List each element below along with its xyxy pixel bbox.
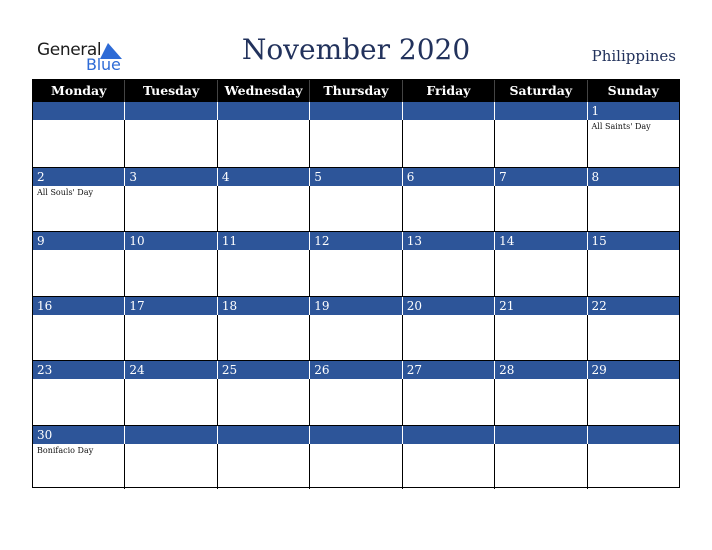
day-cell-event	[217, 250, 309, 296]
date-number-strip	[33, 426, 679, 444]
event-row	[33, 379, 679, 425]
day-number: 16	[37, 298, 53, 313]
day-cell-event	[309, 250, 401, 296]
day-number: 30	[37, 427, 53, 442]
calendar-grid	[32, 79, 680, 488]
week-row	[33, 231, 679, 296]
day-number: 1	[587, 102, 679, 120]
day-cell-event	[494, 444, 586, 490]
weekday-header-monday: Monday	[51, 83, 107, 98]
day-number: 15	[587, 232, 679, 250]
day-cell-event	[402, 120, 494, 167]
day-number: 2	[37, 169, 45, 184]
day-cell-event	[33, 250, 124, 296]
day-cell-event	[494, 315, 586, 361]
day-cell-event	[124, 315, 216, 361]
day-cell-event	[309, 120, 401, 167]
weekday-header-sunday: Sunday	[587, 80, 679, 102]
day-cell-event	[124, 186, 216, 232]
day-cell-event	[124, 379, 216, 425]
day-number: 18	[217, 297, 309, 315]
day-number: 21	[494, 297, 586, 315]
day-cell-event	[587, 315, 679, 361]
weekday-header-friday: Friday	[402, 80, 494, 102]
date-number-strip	[33, 297, 679, 315]
day-cell-event	[217, 444, 309, 490]
day-number: 20	[402, 297, 494, 315]
day-cell-event	[309, 444, 401, 490]
day-cell-event	[33, 379, 124, 425]
day-number: 7	[494, 168, 586, 186]
weekday-header-row	[33, 80, 679, 102]
day-cell-event	[309, 186, 401, 232]
day-number: 6	[402, 168, 494, 186]
day-cell-event: All Souls' Day	[37, 187, 93, 197]
day-number: 10	[124, 232, 216, 250]
day-number	[217, 102, 309, 120]
week-row	[33, 167, 679, 232]
day-number	[217, 426, 309, 444]
day-cell-event	[124, 120, 216, 167]
day-cell-event	[587, 186, 679, 232]
day-number: 26	[309, 361, 401, 379]
day-number: 27	[402, 361, 494, 379]
weekday-header-tuesday: Tuesday	[124, 80, 216, 102]
event-row	[33, 186, 679, 232]
day-number: 9	[37, 234, 45, 248]
day-number: 29	[587, 361, 679, 379]
day-cell-event	[494, 250, 586, 296]
weekday-header-saturday: Saturday	[494, 80, 586, 102]
page-title: November 2020	[241, 33, 471, 66]
event-row	[33, 120, 679, 167]
day-cell-event	[309, 379, 401, 425]
day-cell-event: Bonifacio Day	[37, 445, 94, 455]
day-number	[309, 102, 401, 120]
day-cell-event	[402, 444, 494, 490]
day-cell-event	[587, 444, 679, 490]
day-number	[402, 426, 494, 444]
day-number: 25	[217, 361, 309, 379]
day-cell-event	[402, 186, 494, 232]
day-number: 17	[124, 297, 216, 315]
logo-word-general: General	[37, 40, 102, 60]
date-number-strip	[33, 361, 679, 379]
week-row	[33, 296, 679, 361]
date-number-strip	[33, 232, 679, 250]
day-number: 28	[494, 361, 586, 379]
day-number	[124, 102, 216, 120]
day-cell-event	[124, 250, 216, 296]
day-cell-event: All Saints' Day	[587, 120, 679, 167]
weekday-header-thursday: Thursday	[309, 80, 401, 102]
day-number: 4	[217, 168, 309, 186]
date-number-strip	[33, 102, 679, 120]
day-cell-event	[494, 120, 586, 167]
logo-word-blue: Blue	[86, 55, 121, 74]
day-cell-event	[33, 315, 124, 361]
day-number: 8	[587, 168, 679, 186]
day-cell-event	[217, 186, 309, 232]
day-cell-event	[587, 250, 679, 296]
day-cell-event	[587, 379, 679, 425]
day-cell-event	[494, 379, 586, 425]
day-cell-event	[402, 315, 494, 361]
day-cell-event	[217, 120, 309, 167]
day-number	[124, 426, 216, 444]
week-row	[33, 360, 679, 425]
day-number	[33, 102, 124, 120]
day-cell-event	[217, 315, 309, 361]
event-row	[33, 444, 679, 490]
day-cell-event	[402, 379, 494, 425]
day-number	[402, 102, 494, 120]
day-number: 14	[494, 232, 586, 250]
country-label: Philippines	[591, 47, 676, 65]
day-cell-event	[402, 250, 494, 296]
event-row	[33, 315, 679, 361]
week-row	[33, 425, 679, 490]
day-cell-event	[309, 315, 401, 361]
day-number: 22	[587, 297, 679, 315]
day-cell-event	[124, 444, 216, 490]
day-number: 11	[217, 232, 309, 250]
day-cell-event	[494, 186, 586, 232]
day-number	[494, 102, 586, 120]
day-cell-event	[33, 120, 124, 167]
weeks-container	[33, 102, 679, 489]
date-number-strip	[33, 168, 679, 186]
day-number: 3	[124, 168, 216, 186]
day-number: 12	[309, 232, 401, 250]
day-number: 5	[309, 168, 401, 186]
day-number: 24	[124, 361, 216, 379]
day-number: 19	[309, 297, 401, 315]
day-number	[309, 426, 401, 444]
day-number	[587, 426, 679, 444]
day-number: 23	[37, 363, 53, 377]
day-cell-event	[217, 379, 309, 425]
event-row	[33, 250, 679, 296]
weekday-header-wednesday: Wednesday	[217, 80, 309, 102]
day-number: 13	[402, 232, 494, 250]
day-number	[494, 426, 586, 444]
week-row	[33, 102, 679, 167]
